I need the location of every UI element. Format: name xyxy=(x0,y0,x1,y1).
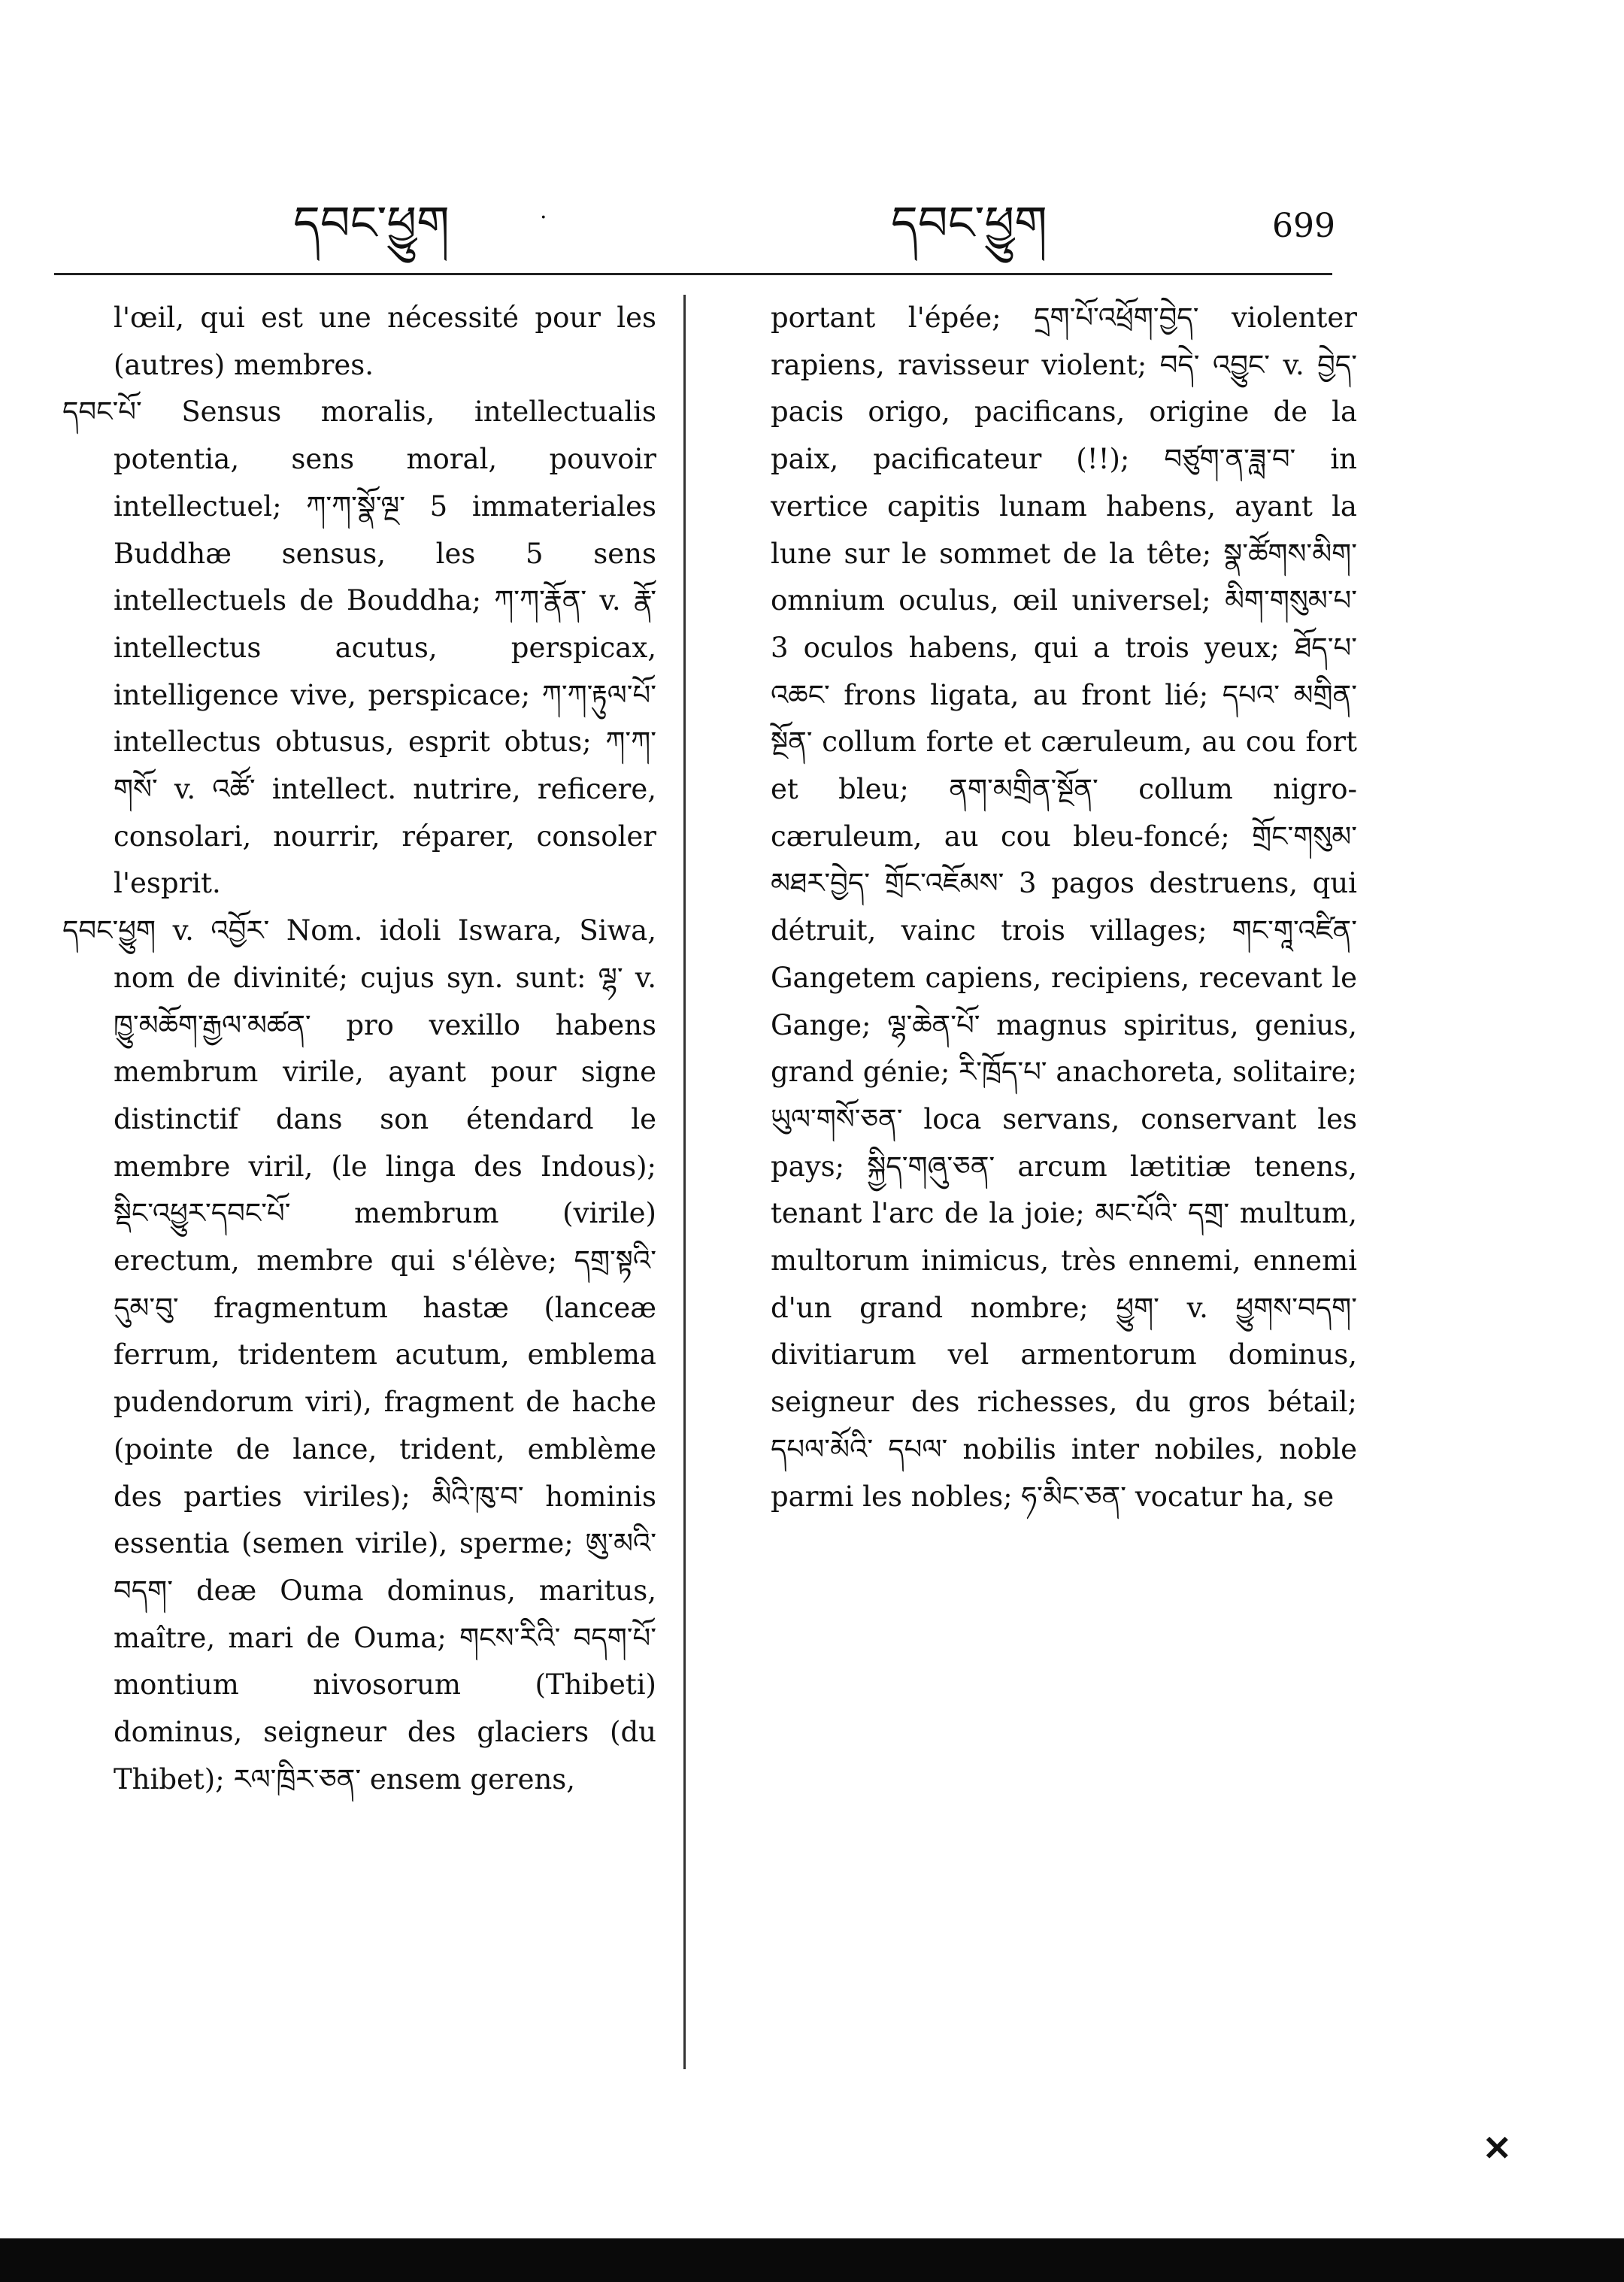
page-header-left: དབང་ཕྱུག xyxy=(293,195,450,250)
entry-paragraph: portant l'épée; དྲག་པོ་འཕྲོག་བྱེད་ violenter rapiens, ravisseur violent; བདེ་ འབྱུང་ v. བྱེད་ pacis origo, pacificans, origine de la paix, pacificateur (!!); བཙུག་ན་ཟླ་བ་ in vertice capitis lunam habens, ayant la lune sur le sommet de la tête; སྣ་ཚོགས་མིག་ omnium oculus, œil universel; མིག་གསུམ་པ་ 3 oculos habens, qui a trois yeux; ཐོད་པ་ འཆང་ frons ligata, au front lié; དཔའ་ མགྲིན་སྔོན་ collum forte et cæruleum, au cou fort et bleu; ནག་མགྲིན་སྔོན་ collum nigro-cæruleum, au cou bleu-foncé; གྲོང་གསུམ་མཐར་བྱེད་ གྲོང་འཇོམས་ 3 pagos destruens, qui détruit, vainc trois villages; གང་གཱ་འཛིན་ Gangetem capiens, recipiens, recevant le Gange; ལྷ་ཆེན་པོ་ magnus spiritus, genius, grand génie; རི་ཁྲོད་པ་ anachoreta, solitaire; ཡུལ་གསོ་ཅན་ loca servans, conservant les pays; སྐྱིད་གཞུ་ཅན་ arcum lætitiæ tenens, tenant l'arc de la joie; མང་པོའི་ དགྲ་ multum, multorum inimicus, très ennemi, ennemi d'un grand nombre; ཕྱུག་ v. ཕྱུགས་བདག་ divitiarum vel armentorum dominus, seigneur des richesses, du gros bétail; དཔལ་མོའི་ དཔལ་ nobilis inter nobiles, noble parmi les nobles; ཧ་མིང་ཅན་ vocatur ha, se xyxy=(771,302,1357,1513)
header-rule xyxy=(54,273,1332,275)
entry-paragraph: l'œil, qui est une nécessité pour les (autres) membres. xyxy=(114,302,656,381)
right-column xyxy=(763,295,1357,1520)
entry-paragraph: དབང་ཕྱུག v. འབྱོར་ Nom. idoli Iswara, Siwa, nom de divinité; cujus syn. sunt: ལྷ་ v. ཁྱུ་མཆོག་རྒྱལ་མཚན་ pro vexillo habens membrum virile, ayant pour signe distinctif dans son étendard le membre viril, (le linga des Indous); སྡིང་འཕྱུར་དབང་པོ་ membrum (virile) erectum, membre qui s'élève; དགྲ་སྟའི་ དུམ་བུ་ fragmentum hastæ (lanceæ ferrum, tridentem acutum, emblema pudendorum viri), fragment de hache (pointe de lance, trident, emblème des parties viriles); མིའི་ཁུ་བ་ hominis essentia (semen virile), sperme; ཨུ་མའི་ བདག་ deæ Ouma dominus, maritus, maître, mari de Ouma; གངས་རིའི་ བདག་པོ་ montium nivosorum (Thibeti) dominus, seigneur des glaciers (du Thibet); རལ་ཁྲིར་ཅན་ ensem gerens, xyxy=(62,914,656,1796)
page-number: 699 xyxy=(1272,207,1335,245)
header-dot: · xyxy=(540,205,547,231)
page-header-right: དབང་ཕྱུག xyxy=(891,195,1047,250)
scan-border xyxy=(0,2238,1624,2282)
column-divider xyxy=(683,295,686,2069)
margin-mark: ✕ xyxy=(1483,2128,1512,2168)
left-column xyxy=(62,295,656,1804)
entry-paragraph: དབང་པོ་ Sensus moralis, intellectualis potentia, sens moral, pouvoir intellectuel; ཀ་ཀ་སྣོ་ལྔ་ 5 immateriales Buddhæ sensus, les 5 sens intellectuels de Bouddha; ཀ་ཀ་རྣོན་ v. རྣོ་ intellectus acutus, perspicax, intelligence vive, perspicace; ཀ་ཀ་རྟུལ་པོ་ intellectus obtusus, esprit obtus; ཀ་ཀ་གསོ་ v. འཚོ་ intellect. nutrire, reficere, consolari, nourrir, réparer, consoler l'esprit. xyxy=(62,395,656,900)
